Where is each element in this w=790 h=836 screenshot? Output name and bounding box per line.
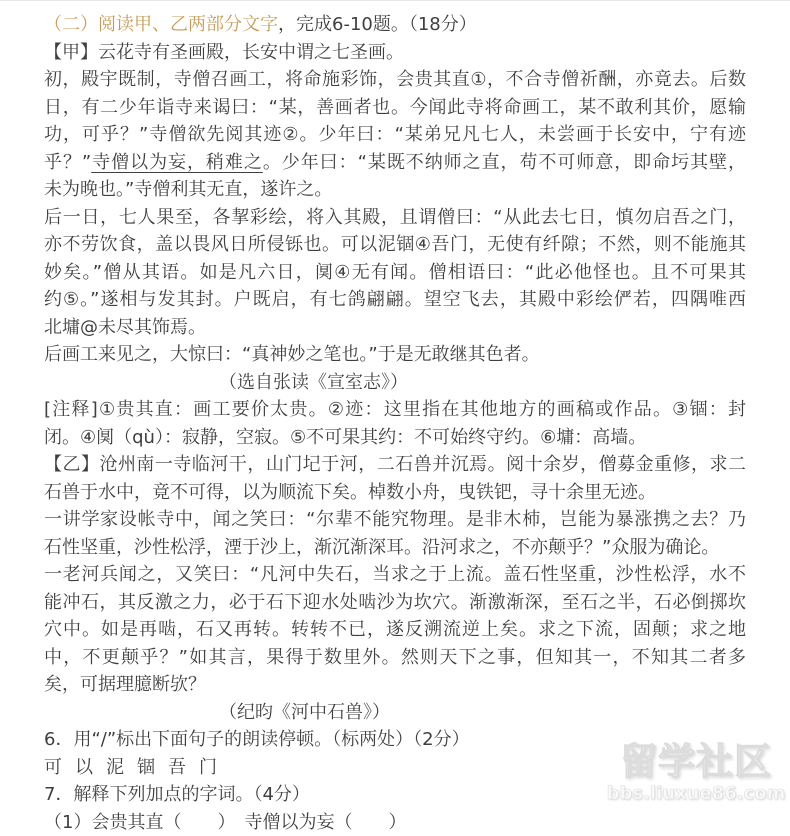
passage-yi-title-line bbox=[44, 451, 746, 479]
text-line bbox=[44, 66, 746, 94]
text-segment: 一老河兵闻之，又笑曰：“凡河中失石，当求之于上流。盖石性坚重，沙性松浮，水不 bbox=[44, 564, 746, 585]
text-segment: 【乙】沧州南一寺临河干，山门圮于河，二石兽并沉焉。阅十余岁，僧募金重修，求二 bbox=[44, 454, 746, 475]
text-line bbox=[44, 534, 746, 562]
text-line bbox=[44, 121, 746, 149]
text-segment: 妙矣。”僧从其语。如是凡六日，阒④无有闻。僧相语曰：“此必他怪也。且不可果其 bbox=[44, 262, 746, 283]
document-lines bbox=[0, 1, 790, 836]
text-segment: （纪昀《河中石兽》） bbox=[219, 702, 390, 723]
text-segment: 北墉@未尽其饰焉。 bbox=[44, 317, 206, 338]
notes-line bbox=[44, 424, 746, 452]
question-7 bbox=[44, 781, 746, 809]
notes-line bbox=[44, 396, 746, 424]
text-line bbox=[44, 561, 746, 589]
text-line bbox=[44, 286, 746, 314]
text-segment: 功，可乎？”寺僧欲先阅其迹②。少年曰：“某弟兄凡七人，未尝画于长安中，宁有迹 bbox=[44, 124, 746, 145]
text-line bbox=[44, 314, 746, 342]
text-line bbox=[44, 259, 746, 287]
text-segment: 闭。④阒（qù）：寂静，空寂。⑤不可果其约：不可始终守约。⑥墉：高墙。 bbox=[44, 427, 646, 448]
citation-yi bbox=[44, 699, 746, 727]
text-segment: 7．解释下列加点的字词。（4分） bbox=[44, 784, 310, 805]
text-line bbox=[44, 506, 746, 534]
watermark-logo-text: 留学社区 bbox=[606, 740, 786, 784]
question-6 bbox=[44, 726, 746, 754]
text-line-with-underline bbox=[44, 149, 746, 177]
text-line bbox=[44, 204, 746, 232]
text-segment: 初，殿宇既制，寺僧召画工，将命施彩饰，会贵其直①，不合寺僧祈酬，亦竟去。后数 bbox=[44, 69, 746, 90]
text-line bbox=[44, 231, 746, 259]
text-segment: 矣，可据理臆断欤？ bbox=[44, 674, 206, 695]
text-segment: 乎？” bbox=[44, 152, 91, 173]
underlined-phrase: 寺僧以为妄，稍难之 bbox=[91, 152, 263, 173]
text-segment: 可以泥锢吾门 bbox=[44, 757, 230, 778]
text-segment: ，完成6-10题。（18分） bbox=[278, 14, 477, 35]
section-heading bbox=[44, 11, 746, 39]
text-segment: [注释]①贵其直：画工要价太贵。②迹：这里指在其他地方的画稿或作品。③锢：封 bbox=[44, 399, 746, 420]
text-line bbox=[44, 176, 746, 204]
citation-jia bbox=[44, 369, 746, 397]
text-segment: 日，有二少年诣寺来谒曰：“某，善画者也。今闻此寺将命画工，某不敢利其价，愿输 bbox=[44, 97, 746, 118]
text-segment: 石性坚重，沙性松浮，湮于沙上，渐沉渐深耳。沿河求之，不亦颠乎？”众服为确论。 bbox=[44, 537, 719, 558]
text-segment: 后画工来见之，大惊曰：“真神妙之笔也。”于是无敢继其色者。 bbox=[44, 344, 540, 365]
question-7-partial-line bbox=[44, 809, 746, 836]
text-segment: （1）会贵其直（ ） 寺僧以为妄（ ） bbox=[44, 812, 406, 833]
text-line bbox=[44, 589, 746, 617]
text-segment: 后一日，七人果至，各挈彩绘，将入其殿，且谓僧曰：“从此去七日，慎勿启吾之门， bbox=[44, 207, 746, 228]
text-segment: 穴中。如是再啮，石又再转。转转不已，遂反溯流逆上矣。求之下流，固颠；求之地 bbox=[44, 619, 746, 640]
text-segment: 能冲石，其反激之力，必于石下迎水处啮沙为坎穴。渐激渐深，至石之半，石必倒掷坎 bbox=[44, 592, 746, 613]
text-segment: 石兽于水中，竟不可得，以为顺流下矣。棹数小舟，曳铁钯，寻十余里无迹。 bbox=[44, 482, 656, 503]
text-line bbox=[44, 341, 746, 369]
text-segment: 6．用“/”标出下面句子的朗读停顿。（标两处）（2分） bbox=[44, 729, 470, 750]
text-segment: （选自张读《宣室志》） bbox=[219, 372, 408, 393]
text-segment: 一讲学家设帐寺中，闻之笑曰：“尔辈不能究物理。是非木杮，岂能为暴涨携之去？乃 bbox=[44, 509, 746, 530]
passage-jia-title-line bbox=[44, 39, 746, 67]
question-6-sentence bbox=[44, 754, 746, 782]
text-line bbox=[44, 644, 746, 672]
text-line bbox=[44, 616, 746, 644]
text-segment: 约⑤。”遂相与发其封。户既启，有七鸽翩翩。望空飞去，其殿中彩绘俨若，四隅唯西 bbox=[44, 289, 746, 310]
heading-accent-text: （二）阅读甲、乙两部分文字 bbox=[44, 14, 278, 35]
text-segment: 未为晚也。”寺僧利其无直，遂许之。 bbox=[44, 179, 332, 200]
text-segment: 。少年曰：“某既不纳师之直，苟不可师意，即命圬其壁， bbox=[263, 152, 746, 173]
text-line bbox=[44, 94, 746, 122]
watermark-url: bbs.liuxue86.com bbox=[606, 784, 786, 804]
text-segment: 亦不劳饮食，盖以畏风日所侵铄也。可以泥锢④吾门，无使有纤隙；不然，则不能施其 bbox=[44, 234, 746, 255]
text-segment: 中，不更颠乎？”如其言，果得于数里外。然则天下之事，但知其一，不知其二者多 bbox=[44, 647, 746, 668]
text-line bbox=[44, 479, 746, 507]
text-line bbox=[44, 671, 746, 699]
text-segment: 【甲】云花寺有圣画殿，长安中谓之七圣画。 bbox=[44, 42, 404, 63]
